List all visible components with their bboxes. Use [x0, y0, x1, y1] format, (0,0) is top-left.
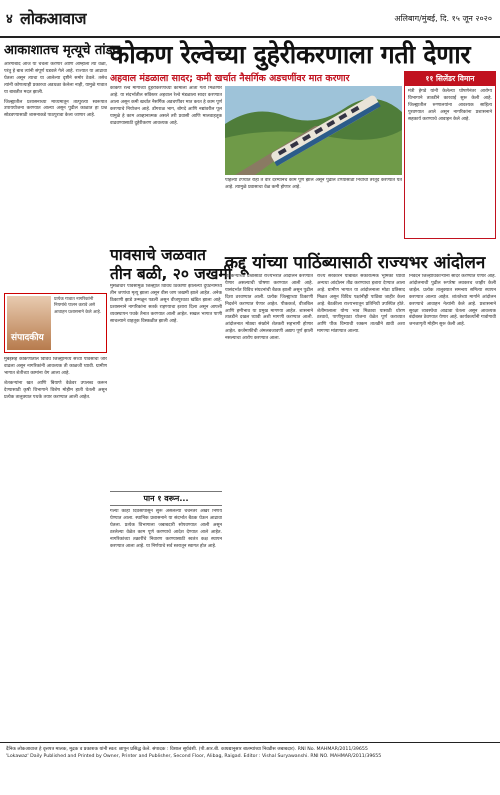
lead-subheadline: अहवाल मंडळाला सादर; कमी खर्चात नैसर्गिक अडचणींवर मात करणार — [110, 73, 350, 84]
rain-headline-line1: पावसाचे जळवात — [110, 246, 206, 264]
editorial-text: प्रत्येक गावात नागरिकांनी नियमांचे पालन करावे असे आवाहन प्रशासनाने केले आहे. — [54, 297, 102, 315]
sidebar-title: ११ सिलेंडर विमान — [405, 72, 495, 86]
newspaper-logo: लोकआवाज — [20, 9, 87, 28]
lead-headline: कोकण रेल्वेच्या दुहेरीकरणाला गती देणार — [110, 40, 471, 69]
farmers-column-1: शेतकऱ्यांच्या प्रश्नांसाठी राज्यभरात आंदोलन करण्यात येणार असल्याची घोषणा करण्यात आली आहे. यासंदर्भात विविध संघटनांची बैठक झाली असून पुढील दिशा ठरवण्यात आली. प्रत्येक जिल्ह्याच्या ठिकाणी निदर्शने करण्यात येणार आहेत. पीककर्ज, वीजबिल आणि हमीभाव या प्रमुख मागण्या आहेत. शासनाने तातडीने दखल घ्यावी अशी मागणी करण्यात आली. आंदोलनात मोठ्या संख्येने शेतकरी सहभागी होणार आहेत. कर्जमाफीची अंमलबजावणी अद्याप पूर्ण झाली नसल्याचा आरोप करण्यात आला. — [225, 274, 313, 342]
left-paragraph: औरंगाबाद आज या चर्चेला करणार आणि आम्हाला त्या वेळी, परंतु हे बाब त्यांनी संपूर्ण घडवले गेले आहे. राज्यात या आढावा घेतला असून त्याचा या आलेल्या दृष्टीने समोर ठेवले. तसेच त्यांनी कोणत्याही प्रकारचा अडथळा केलेला नाही, यामुळे गावात या बाबतीत मदत झाली. — [4, 62, 107, 95]
left-body — [4, 62, 107, 315]
masthead — [0, 0, 500, 38]
left-headline: आकाशातच मृत्यूचे तांडव — [4, 43, 120, 58]
imprint-footer — [0, 742, 500, 795]
editorial-label: संपादकीय — [11, 333, 44, 343]
left-paragraph: शेतकऱ्यांना खत आणि बियाणे वेळेवर उपलब्ध करून देण्यासाठी कृषी विभागाने विशेष मोहीम हाती घेतली असून प्रत्येक तालुक्यात पथके तयार करण्यात आली आहेत. — [4, 380, 107, 400]
farmers-column-2: राज्य सरकारने याबाबत सकारात्मक भूमिका घ्यावी अन्यथा आंदोलन तीव्र करण्याचा इशारा देण्यात आला आहे. ग्रामीण भागात या आंदोलनाला मोठा प्रतिसाद मिळत असून विविध पक्षांनीही पाठिंबा जाहीर केला आहे. बैठकीला राज्यभरातून प्रतिनिधी उपस्थित होते. शेतीमालाला योग्य भाव मिळावा यासाठी धोरण ठरवावे, पाणीपुरवठा योजना वेळेत पूर्ण कराव्यात आणि पीक विम्याची रक्कम तातडीने द्यावी अशा मागण्या मांडण्यात आल्या. — [317, 274, 405, 335]
lead-body-continued: पहिल्या टप्प्यात रोहा ते वीर दरम्यानचे काम पूर्ण झाले असून पुढील टप्प्यांसाठी निधीची तरतूद करण्यात येत आहे. त्यामुळे प्रवासाचा वेळ कमी होणार आहे. — [225, 178, 402, 190]
imprint-marathi: दैनिक लोकआवाज हे वृत्तपत्र मालक, मुद्रक व प्रकाशक यांनी स्वत: छापून प्रसिद्ध केले. संपादक : विशाल सूर्यवंशी. (पी.आर.बी. कायद्यानुसार बातम्यांच्या निवडीस जबाबदार). RNI No. MAHMAR/2011/39655 — [6, 747, 368, 752]
continued-story — [110, 491, 222, 736]
imprint-english: 'Lokawaz' Daily Published and Printed by Owner, Printer and Publisher, Second Floor, Alibag, Raigad. Editor : Vishal Suryawanshi. RNI NO. MAHMAR/2011/39655 — [6, 754, 382, 759]
farmers-headline: कद्दू यांच्या पाठिंब्यासाठी राज्यभर आंदोलन — [225, 253, 486, 273]
continued-title: पान १ वरून... — [110, 491, 222, 506]
left-body-continued — [4, 357, 107, 740]
continued-body: गेल्या काही दिवसांपासून सुरू असलेल्या चर्चेनंतर अखेर निर्णय घेण्यात आला. स्थानिक प्रशासनाने या संदर्भात बैठक घेऊन आढावा घेतला. प्रत्येक विभागाला जबाबदारी सोपवण्यात आली असून ठरलेल्या वेळेत काम पूर्ण करण्याचे आदेश देण्यात आले आहेत. नागरिकांच्या तक्रारींचे निवारण करण्यासाठी स्वतंत्र कक्ष स्थापन करण्यात आला आहे. या निर्णयाचे सर्व स्तरातून स्वागत होत आहे. — [110, 509, 222, 549]
lead-body: कोकण रेल्वे मार्गाच्या दुहेरीकरणाच्या कामाला आता गती मिळणार आहे. या संदर्भातील सविस्तर अहवाल रेल्वे मंडळाला सादर करण्यात आला असून कमी खर्चात नैसर्गिक अडचणींवर मात करत हे काम पूर्ण करण्याचे नियोजन आहे. डोंगराळ भाग, बोगदे आणि नद्यांवरील पूल यामुळे हे काम आव्हानात्मक असले तरी प्रवासी आणि मालवाहतूक वाढवण्यासाठी दुहेरीकरण आवश्यक आहे. — [110, 86, 222, 126]
sidebar-box — [404, 71, 496, 239]
farmers-column-3: निवेदन जिल्हाधिकाऱ्यांना सादर करण्यात येणार आहे. आंदोलनाची पुढील रूपरेषा लवकरच जाहीर केली जाईल. प्रत्येक तालुक्यात समन्वय समित्या स्थापन करण्यात आल्या आहेत. शांततेच्या मार्गाने आंदोलन करण्याचे आवाहन नेत्यांनी केले आहे. प्रशासनाने सुरक्षा व्यवस्थेचा आढावा घेतला असून आवश्यक बंदोबस्त ठेवण्यात येणार आहे. कार्यकर्त्यांनी गावोगावी जनजागृती मोहीम सुरू केली आहे. — [409, 274, 496, 328]
dateline: अलिबाग/मुंबई, दि. १५ जून २०२० — [394, 14, 492, 23]
left-column-story — [4, 40, 120, 740]
sidebar-body: मंत्री हेगडे यांनी केलेल्या घोषणेनंतर आरोग्य विभागाने तातडीने कारवाई सुरू केली आहे. जिल्ह्यातील रुग्णालयांना आवश्यक साहित्य पुरवण्यात आले असून नागरिकांना प्रशासनाने सहकार्य करण्याचे आवाहन केले आहे. — [408, 89, 492, 122]
train-illustration — [225, 86, 402, 175]
portrait-photo — [7, 296, 51, 350]
rain-body: मुसळधार पावसामुळे जिल्ह्यात विविध ठिकाणी झालेल्या दुर्घटनांमध्ये तीन जणांचा मृत्यू झाला असून वीस जण जखमी झाले आहेत. अनेक ठिकाणी झाडे उन्मळून पडली असून वीजपुरवठा खंडित झाला आहे. प्रशासनाने नागरिकांना सतर्क राहण्याचा इशारा दिला असून आपत्ती व्यवस्थापन पथके तैनात करण्यात आली आहेत. सखल भागात पाणी साचल्याने वाहतूक विस्कळीत झाली आहे. — [110, 284, 222, 324]
editorial-box — [4, 293, 107, 353]
rain-headline-line2: तीन बळी, २० जखमी — [110, 265, 232, 283]
left-paragraph: जिल्ह्यातील प्रशासनाच्या माध्यमातून तात्पुरत्या स्वरूपात उपाययोजना करण्यात आल्या असून पुढील काळात हा प्रश्न सोडवण्यासाठी शासनाकडे पाठपुरावा केला जाणार आहे. — [4, 99, 107, 119]
page-number: ४ — [6, 12, 13, 27]
train-photo — [225, 86, 402, 175]
left-paragraph: मुंबईसह कोकणातील विविध जिल्ह्यांमध्ये सध्या पावसाचा जोर वाढला असून नागरिकांनी आवश्यक ती काळजी घ्यावी. ग्रामीण भागात शेतीच्या कामांना वेग आला आहे. — [4, 357, 107, 376]
